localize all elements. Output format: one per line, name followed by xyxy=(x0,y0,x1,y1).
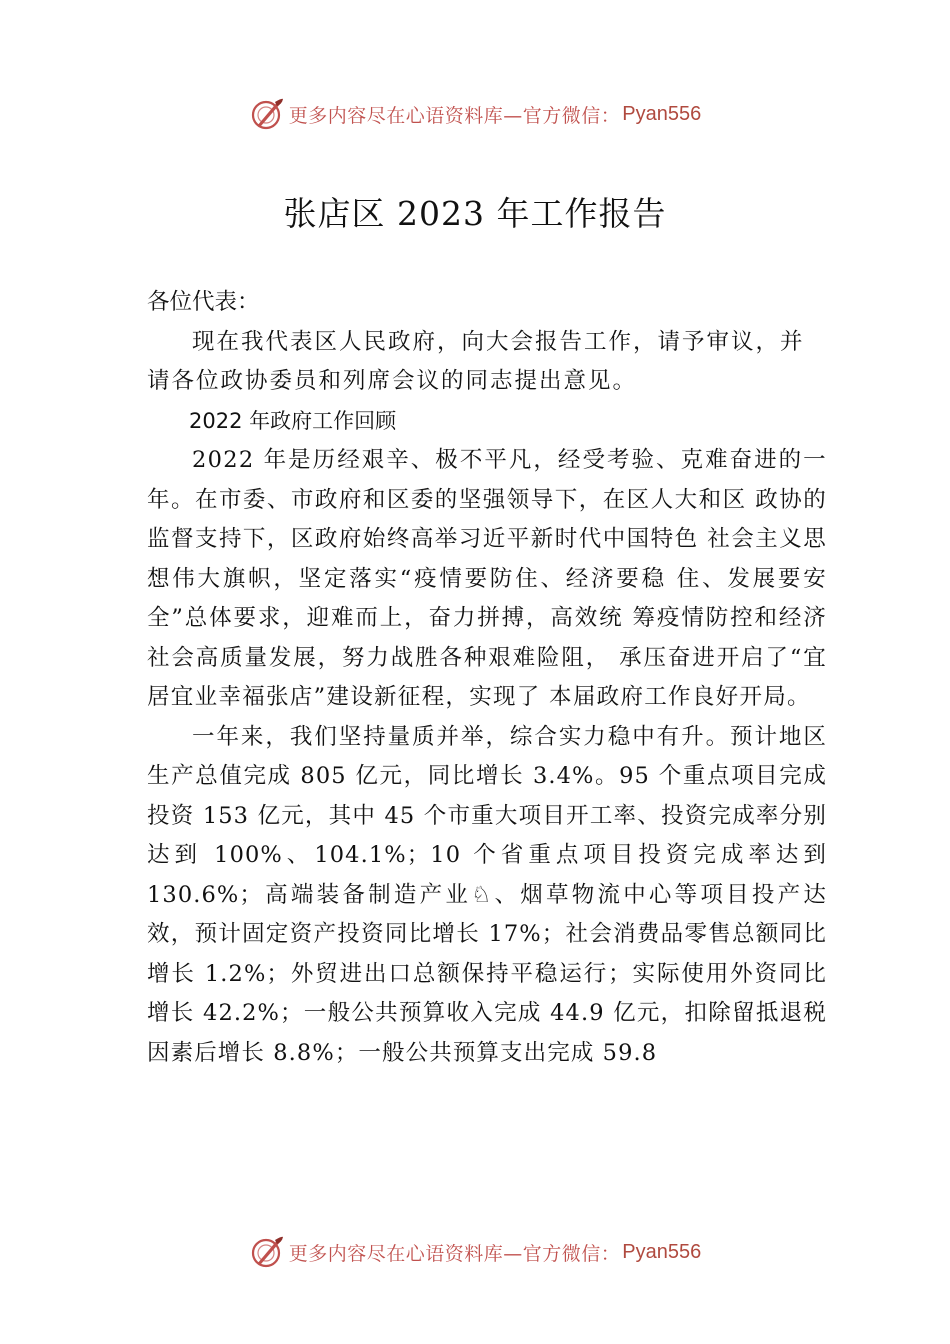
header-watermark-banner xyxy=(0,94,950,134)
banner-text: 更多内容尽在心语资料库—官方微信： xyxy=(288,104,621,127)
page-title: 张店区 2023 年工作报告 xyxy=(283,194,667,233)
quill-seal-logo-icon xyxy=(249,1234,285,1270)
document-body xyxy=(147,283,827,1073)
footer-watermark-banner xyxy=(0,1232,950,1272)
wechat-id: Pyan556 xyxy=(622,1240,702,1263)
quill-seal-logo-icon xyxy=(249,96,285,132)
paragraph-review-overview: 2022 年是历经艰辛、极不平凡，经受考验、克难奋进的一年。在市委、市政府和区委的坚强领导下，在区人大和区 政协的监督支持下，区政府始终高举习近平新时代中国特色 社会主义思想伟大旗帜，坚定落实“疫情要防住、经济要稳 住、发展要安全”总体要求，迎难而上，奋力拼搏，高效统 筹疫情防控和经济社会高质量发展，努力战胜各种艰难险阻， 承压奋进开启了“宜居宜业幸福张店”建设新征程，实现了 本届政府工作良好开局。 xyxy=(147,447,827,710)
salutation: 各位代表： xyxy=(147,289,260,315)
intro-paragraph: 现在我代表区人民政府，向大会报告工作，请予审议，并请各位政协委员和列席会议的同志提出意见。 xyxy=(147,328,805,394)
section-heading: 2022 年政府工作回顾 xyxy=(189,408,397,433)
paragraph-economic-indicators: 一年来，我们坚持量质并举，综合实力稳中有升。预计地区生产总值完成 805 亿元，同比增长 3.4%。95 个重点项目完成投资 153 亿元，其中 45 个市重大项目开工率、投资完成率分别达到 100%、104.1%；10 个省重点项目投资完成率达到 130.6%；高端装备制造产业♘、烟草物流中心等项目投产达效，预计固定资产投资同比增长 17%；社会消费品零售总额同比增长 1.2%；外贸进出口总额保持平稳运行；实际使用外资同比增长 42.2%；一般公共预算收入完成 44.9 亿元，扣除留抵退税因素后增长 8.8%；一般公共预算支出完成 59.8 xyxy=(147,723,827,1066)
wechat-id: Pyan556 xyxy=(622,102,702,125)
banner-text: 更多内容尽在心语资料库—官方微信： xyxy=(288,1242,621,1265)
